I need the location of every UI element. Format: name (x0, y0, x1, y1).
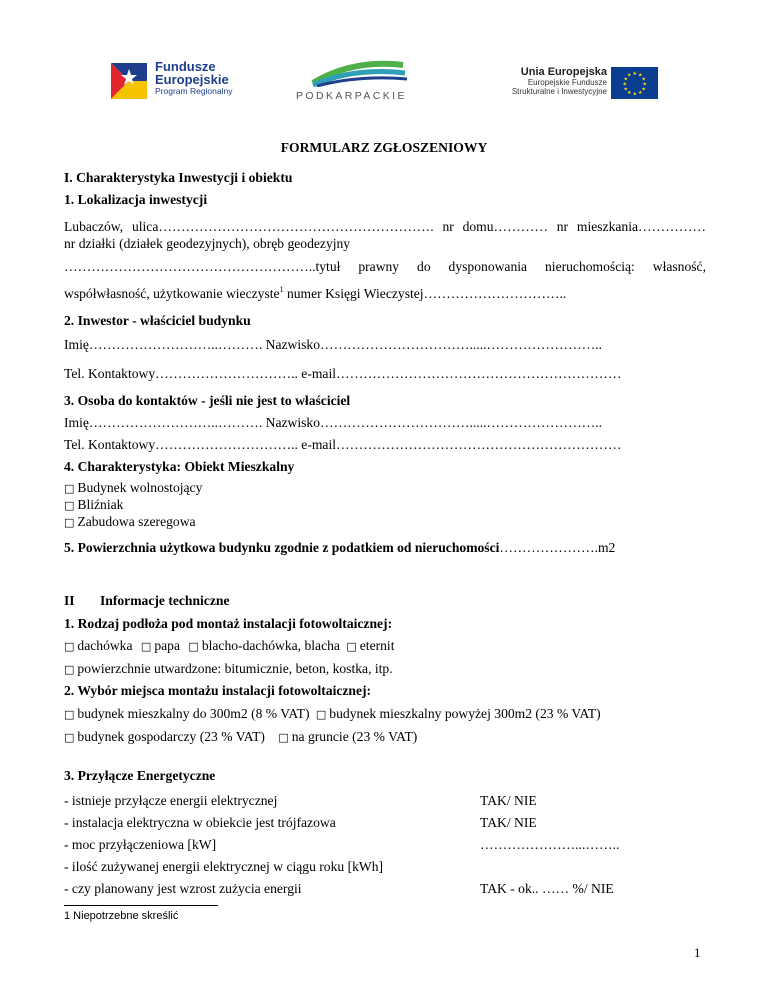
energy-row-value[interactable]: TAK/ NIE (480, 815, 537, 830)
footnote-number: 1 (64, 910, 71, 922)
option-na-gruncie[interactable] (278, 729, 417, 744)
section-2-number: II (64, 593, 75, 608)
investor-contact-field[interactable]: Tel. Kontaktowy………………………….. e-mail……………………………………………………… (64, 366, 622, 381)
investor-heading: 2. Inwestor - właściciel budynku (64, 313, 251, 328)
contact-heading: 3. Osoba do kontaktów - jeśli nie jest to właściciel (64, 393, 351, 408)
ue-title: Unia Europejska (520, 66, 607, 78)
investor-name-field[interactable]: Imię………………………..………. Nazwisko…………………………….....…………………….. (64, 337, 603, 352)
location-line-2: nr działki (działek geodezyjnych), obręb geodezyjny (64, 236, 351, 251)
checkbox-icon[interactable]: □ (188, 640, 199, 653)
footnote-text: Niepotrzebne skreślić (70, 910, 179, 922)
option-powierzchnie[interactable] (64, 661, 393, 676)
checkbox-icon[interactable]: □ (64, 640, 75, 653)
base-heading: 1. Rodzaj podłoża pod montaż instalacji fotowoltaicznej: (64, 616, 393, 631)
form-title: FORMULARZ ZGŁOSZENIOWY (280, 140, 488, 155)
base-options-row-2 (64, 661, 393, 677)
svg-text:★: ★ (638, 72, 643, 79)
svg-text:★: ★ (632, 71, 637, 77)
svg-text:★: ★ (623, 76, 628, 83)
fe-line2: Europejskie (155, 72, 229, 87)
svg-text:★: ★ (632, 91, 637, 98)
energy-row-label: - ilość zużywanej energii elektrycznej w ciągu roku [kWh] (64, 859, 384, 874)
location-line-3[interactable]: ………………………………………………..tytuł prawny do dysponowania nieruchomością: własność, (64, 259, 706, 274)
option-label: Budynek wolnostojący (77, 480, 203, 495)
podkarpackie-waves-icon (293, 55, 423, 87)
option-label: papa (154, 638, 180, 653)
energy-row-label: - istnieje przyłącze energii elektrycznej (64, 793, 278, 808)
svg-text:★: ★ (627, 90, 632, 96)
place-heading: 2. Wybór miejsca montażu instalacji fotowoltaicznej: (64, 683, 372, 698)
svg-text:★: ★ (641, 86, 646, 93)
podkarpackie-text: PODKARPACKIE (296, 90, 407, 102)
option-label: dachówka (77, 638, 133, 653)
option-wolnostojacy[interactable] (64, 480, 202, 497)
footnote-rule (64, 905, 218, 906)
section-1-heading: I. Charakterystyka Inwestycji i obiektu (64, 170, 293, 185)
characteristics-options (64, 480, 202, 531)
energy-row-value[interactable]: TAK/ NIE (480, 793, 537, 808)
logo-podkarpackie (293, 55, 423, 107)
area-field[interactable]: ………………….m2 (499, 540, 616, 555)
checkbox-icon[interactable]: □ (315, 708, 327, 721)
svg-text:★: ★ (627, 72, 632, 79)
checkbox-icon[interactable]: □ (64, 516, 75, 529)
option-label: budynek mieszkalny do 300m2 (8 % VAT) (77, 706, 310, 721)
option-blizniak[interactable] (64, 497, 202, 514)
location-line-4[interactable] (64, 285, 566, 302)
location-heading: 1. Lokalizacja inwestycji (64, 192, 208, 207)
footnote-ref: 1 (279, 285, 284, 294)
base-options-row-1 (64, 638, 395, 654)
area-line[interactable] (64, 540, 615, 556)
checkbox-icon[interactable]: □ (64, 499, 75, 512)
checkbox-icon[interactable]: □ (64, 663, 75, 676)
ue-line3: Strukturalne i Inwestycyjne (511, 87, 607, 96)
contact-contact-field[interactable]: Tel. Kontaktowy………………………….. e-mail……………………………………………………… (64, 437, 622, 452)
location-line-1[interactable]: Lubaczów, ulica……………………………………………………. nr domu………… nr mieszkania…………… (64, 219, 706, 234)
svg-text:★: ★ (623, 86, 628, 93)
energy-row-label: - czy planowany jest wzrost zużycia energii (64, 881, 302, 896)
section-2-heading: Informacje techniczne (100, 593, 230, 608)
option-label: blacho-dachówka, blacha (201, 638, 340, 653)
eu-flag-icon (611, 67, 658, 99)
energy-row-label: - instalacja elektryczna w obiekcie jest trójfazowa (64, 815, 336, 830)
option-gospodarczy[interactable] (64, 729, 265, 744)
option-label: na gruncie (23 % VAT) (291, 729, 418, 744)
logo-fundusze-europejskie (107, 57, 232, 105)
checkbox-icon[interactable]: □ (64, 708, 75, 721)
option-label: powierzchnie utwardzone: bitumicznie, beton, kostka, itp. (77, 661, 393, 676)
characteristics-heading: 4. Charakterystyka: Obiekt Mieszkalny (64, 459, 295, 474)
svg-text:★: ★ (622, 81, 627, 88)
logo-unia-europejska (493, 66, 658, 106)
footnote (64, 910, 178, 922)
energy-heading: 3. Przyłącze Energetyczne (64, 768, 216, 783)
option-blacha[interactable] (188, 638, 340, 653)
option-label: Zabudowa szeregowa (77, 514, 196, 529)
svg-text:★: ★ (641, 76, 646, 83)
option-label: Bliźniak (77, 497, 124, 512)
energy-row-label: - moc przyłączeniowa [kW] (64, 837, 217, 852)
checkbox-icon[interactable]: □ (64, 731, 75, 744)
option-papa[interactable] (141, 638, 180, 653)
energy-row-value[interactable]: TAK - ok.. …… %/ NIE (480, 881, 614, 896)
place-options-row-1 (64, 706, 601, 722)
option-szeregowa[interactable] (64, 514, 202, 531)
location-line-4-text: współwłasność, użytkowanie wieczyste (64, 286, 280, 301)
place-options-row-2 (64, 729, 417, 745)
area-heading: 5. Powierzchnia użytkowa budynku zgodnie z podatkiem od nieruchomości (64, 540, 500, 555)
fe-line3: Program Regionalny (155, 86, 233, 96)
ue-line2: Europejskie Fundusze (527, 78, 607, 87)
svg-text:★: ★ (638, 90, 643, 96)
option-dachowka[interactable] (64, 638, 133, 653)
land-registry-field[interactable]: numer Księgi Wieczystej………………………….. (283, 286, 567, 301)
option-mieszkalny-do-300[interactable] (64, 706, 309, 721)
checkbox-icon[interactable]: □ (140, 640, 152, 653)
checkbox-icon[interactable]: □ (64, 482, 75, 495)
option-label: eternit (359, 638, 395, 653)
option-eternit[interactable] (346, 638, 394, 653)
checkbox-icon[interactable]: □ (278, 731, 289, 744)
page-number: 1 (694, 945, 701, 960)
fe-line1: Fundusze (155, 59, 216, 74)
option-label: budynek mieszkalny powyżej 300m2 (23 % VAT) (329, 706, 601, 721)
option-label: budynek gospodarczy (23 % VAT) (77, 729, 265, 744)
svg-text:★: ★ (642, 81, 647, 88)
checkbox-icon[interactable]: □ (346, 640, 357, 653)
option-mieszkalny-powyzej-300[interactable] (316, 706, 601, 721)
fe-flag-icon (107, 59, 151, 103)
energy-row-value[interactable]: …………………...…….. (480, 837, 620, 852)
contact-name-field[interactable]: Imię………………………..………. Nazwisko…………………………….....…………………….. (64, 415, 603, 430)
